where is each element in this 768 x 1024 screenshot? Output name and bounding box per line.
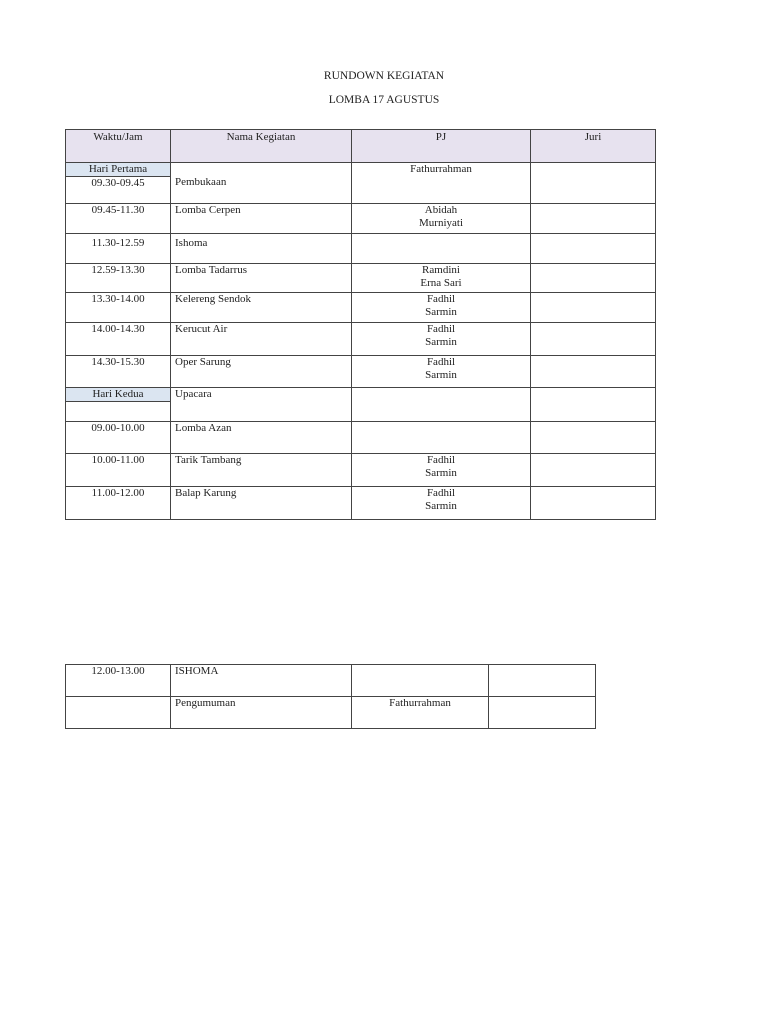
pj-name: Abidah bbox=[424, 204, 458, 216]
time-cell: 12.00-13.00 bbox=[66, 665, 171, 697]
juri-cell bbox=[531, 422, 656, 454]
pj-cell bbox=[352, 323, 531, 356]
time-value: 09.30-09.45 bbox=[91, 177, 145, 189]
continuation-table bbox=[65, 664, 596, 729]
pj-name: Sarmin bbox=[425, 500, 457, 512]
table-row bbox=[66, 293, 656, 323]
day-label: Hari Pertama bbox=[66, 163, 170, 177]
juri-cell bbox=[531, 323, 656, 356]
pj-name: Fadhil bbox=[426, 293, 456, 305]
pj-name: Fadhil bbox=[426, 356, 456, 368]
column-header-activity: Nama Kegiatan bbox=[171, 130, 352, 163]
juri-cell bbox=[489, 665, 596, 697]
day-label: Hari Kedua bbox=[66, 388, 170, 402]
activity-cell: Lomba Azan bbox=[171, 422, 352, 454]
pj-name: Ramdini bbox=[422, 264, 460, 276]
pj-cell: Fathurrahman bbox=[352, 697, 489, 729]
pj-name: Sarmin bbox=[425, 336, 457, 348]
table-row bbox=[66, 697, 596, 729]
table-row bbox=[66, 264, 656, 293]
pj-cell bbox=[352, 487, 531, 520]
rundown-table bbox=[65, 129, 656, 520]
table-row bbox=[66, 356, 656, 388]
table-row bbox=[66, 454, 656, 487]
activity-cell: Tarik Tambang bbox=[171, 454, 352, 487]
activity-cell: Pembukaan bbox=[171, 163, 352, 204]
juri-cell bbox=[531, 454, 656, 487]
juri-cell bbox=[531, 293, 656, 323]
activity-cell: Upacara bbox=[171, 388, 352, 422]
juri-cell bbox=[531, 356, 656, 388]
activity-cell: Lomba Tadarrus bbox=[171, 264, 352, 293]
activity-cell: Kerucut Air bbox=[171, 323, 352, 356]
pj-cell bbox=[352, 264, 531, 293]
pj-name: Fathurrahman bbox=[410, 163, 472, 175]
activity-cell: Kelereng Sendok bbox=[171, 293, 352, 323]
table-row bbox=[66, 323, 656, 356]
pj-cell bbox=[352, 293, 531, 323]
time-cell: 14.30-15.30 bbox=[66, 356, 171, 388]
pj-cell bbox=[352, 665, 489, 697]
activity-cell: Balap Karung bbox=[171, 487, 352, 520]
time-cell: 11.30-12.59 bbox=[66, 234, 171, 264]
pj-name: Murniyati bbox=[419, 217, 463, 229]
pj-name: Sarmin bbox=[425, 369, 457, 381]
table-row bbox=[66, 487, 656, 520]
column-header-pj: PJ bbox=[352, 130, 531, 163]
time-cell: 12.59-13.30 bbox=[66, 264, 171, 293]
activity-cell: Pengumuman bbox=[171, 697, 352, 729]
pj-name: Sarmin bbox=[425, 467, 457, 479]
pj-name: Erna Sari bbox=[420, 277, 462, 289]
pj-name: Fadhil bbox=[426, 323, 456, 335]
pj-name: Sarmin bbox=[425, 306, 457, 318]
time-cell bbox=[66, 163, 171, 204]
document-subtitle: LOMBA 17 AGUSTUS bbox=[328, 94, 440, 106]
pj-cell bbox=[352, 356, 531, 388]
pj-cell bbox=[352, 234, 531, 264]
juri-cell bbox=[531, 388, 656, 422]
time-cell bbox=[66, 697, 171, 729]
time-cell: 13.30-14.00 bbox=[66, 293, 171, 323]
column-header-juri: Juri bbox=[531, 130, 656, 163]
juri-cell bbox=[531, 163, 656, 204]
table-header-row bbox=[66, 130, 656, 163]
time-cell bbox=[66, 388, 171, 422]
table-row bbox=[66, 665, 596, 697]
pj-cell bbox=[352, 454, 531, 487]
table-row bbox=[66, 422, 656, 454]
time-cell: 11.00-12.00 bbox=[66, 487, 171, 520]
pj-cell bbox=[352, 204, 531, 234]
pj-cell bbox=[352, 422, 531, 454]
document-title: RUNDOWN KEGIATAN bbox=[323, 70, 445, 82]
pj-cell bbox=[352, 163, 531, 204]
pj-name: Fadhil bbox=[426, 454, 456, 466]
juri-cell bbox=[531, 234, 656, 264]
time-cell: 09.00-10.00 bbox=[66, 422, 171, 454]
time-cell: 14.00-14.30 bbox=[66, 323, 171, 356]
juri-cell bbox=[531, 204, 656, 234]
juri-cell bbox=[489, 697, 596, 729]
time-cell: 09.45-11.30 bbox=[66, 204, 171, 234]
pj-name: Fadhil bbox=[426, 487, 456, 499]
time-cell: 10.00-11.00 bbox=[66, 454, 171, 487]
activity-cell: Lomba Cerpen bbox=[171, 204, 352, 234]
table-row bbox=[66, 234, 656, 264]
activity-cell: ISHOMA bbox=[171, 665, 352, 697]
juri-cell bbox=[531, 264, 656, 293]
table-row bbox=[66, 388, 656, 422]
pj-cell bbox=[352, 388, 531, 422]
table-row bbox=[66, 204, 656, 234]
table-row bbox=[66, 163, 656, 204]
activity-cell: Ishoma bbox=[171, 234, 352, 264]
activity-cell: Oper Sarung bbox=[171, 356, 352, 388]
column-header-time: Waktu/Jam bbox=[66, 130, 171, 163]
juri-cell bbox=[531, 487, 656, 520]
